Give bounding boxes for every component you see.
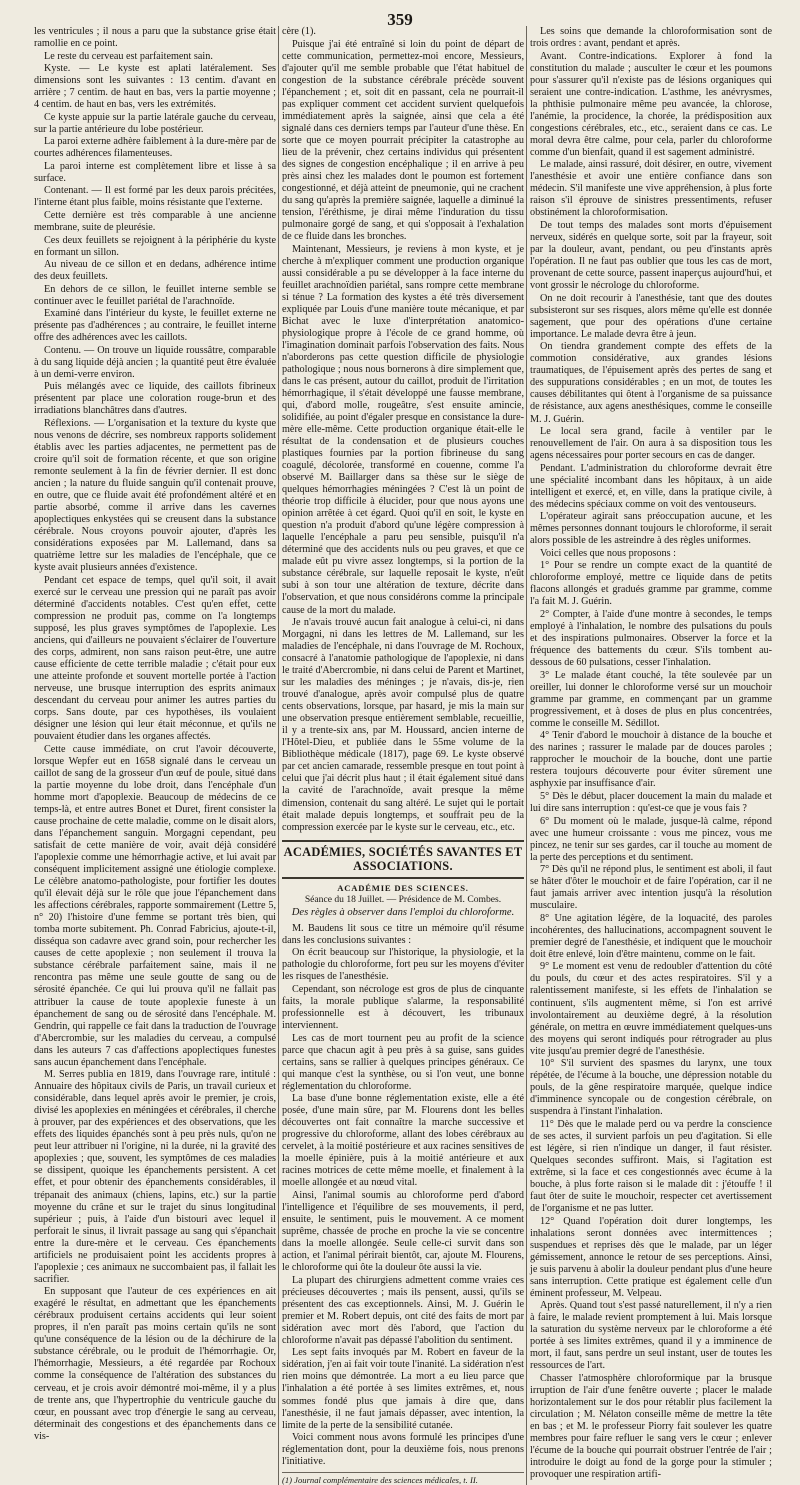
paragraph: Ce kyste appuie sur la partie latérale gauche du cerveau, sur la partie antérieure du lobe postérieur. <box>34 111 276 135</box>
article-columns <box>34 26 772 1485</box>
footnote: (1) Journal complémentaire des sciences médicales, t. II. <box>282 1472 524 1485</box>
page-number: 359 <box>387 10 413 29</box>
paragraph: Puisque j'ai été entraîné si loin du point de départ de cette communication, permettez-moi encore, Messieurs, d'ajouter qu'il me semble probable que l'état habituel de congestion de la substance cérébrale précède souvent l'épanchement ; et, soit dit en passant, cela ne pourrait-il pas expliquer comment cet accident survient quelquefois immédiatement après la saignée, ainsi que cela a été signalé dans ces derniers temps par l'auteur d'une thèse. En sorte que ce moyen pourrait précipiter la catastrophe au lieu de la prévenir, chez certains individus qui présentent des signes de congestion encéphalique ; il en arrive à peu près ainsi chez les malades dont le poumon est fortement congestionné, et déjà atteint de pneumonie, qui ne crachent du sang qu'après la première saignée, laquelle a diminué la tension, l'éréthisme, je dirai même l'induration du tissu pulmonaire gorgé de sang, et qui s'opposait à l'exhalation de ce fluide dans les bronches. <box>282 38 524 243</box>
paragraph: Contenant. — Il est formé par les deux parois précitées, l'interne étant plus faible, moins résistante que l'externe. <box>34 185 276 209</box>
paragraph: 2° Compter, à l'aide d'une montre à secondes, le temps employé à l'inhalation, le nombre des pulsations du pouls et des inspirations pulmonaires. Observer la force et la fréquence des battements du cœur. S'ils tombent au-dessous de 60 pulsations, cesser l'inhalation. <box>530 609 772 669</box>
paragraph: En dehors de ce sillon, le feuillet interne semble se continuer avec le feuillet pariétal de l'arachnoïde. <box>34 283 276 307</box>
paragraph: Pendant. L'administration du chloroforme devrait être une spécialité incombant dans les hôpitaux, à un aide intelligent et exercé, et, en ville, dans la pratique civile, à des médecins spéciaux comme on voit des ventouseurs. <box>530 462 772 510</box>
paragraph: De tout temps des malades sont morts d'épuisement nerveux, sidérés en quelque sorte, soit par la frayeur, soit par la douleur, avant, pendant, ou peu d'instants après l'opération. Il ne faut pas oublier que tous les cas de mort, provenant de cette source, passent inaperçus aujourd'hui, et vont grossir le nécrologe du chloroforme. <box>530 220 772 292</box>
paragraph: Voici comment nous avons formulé les principes d'une réglementation dont, pour la deuxième fois, nous prenons l'initiative. <box>282 1432 524 1468</box>
paragraph: Chasser l'atmosphère chloroformique par la brusque irruption de l'air d'une fenêtre ouverte ; placer le malade horizontalement sur le dos pour rétablir plus facilement la circulation ; M. Nélaton conseille même de mettre la tête en bas ; et M. le professeur Piorry fait soulever les quatre membres pour faire refluer le sang vers le cœur ; enlever l'écume de la bouche qui pourrait obstruer l'entrée de l'air ; introduire le doigt au fond de la gorge pour la stimuler ; provoquer une respiration artifi- <box>530 1372 772 1481</box>
paragraph: Cette dernière est très comparable à une ancienne membrane, suite de pleurésie. <box>34 209 276 233</box>
paragraph: Voici celles que nous proposons : <box>540 547 676 559</box>
paragraph: 6° Du moment où le malade, jusque-là calme, répond avec une humeur croissante : vous me pincez, vous me pincez, ne tenir sur ses gardes, car il touche au moment de la perte des perceptions et du sentiment. <box>530 815 772 863</box>
paragraph: Les cas de mort tournent peu au profit de la science parce que chacun agit à peu près à sa guise, sans guides certains, sans se rallier à quelques principes généraux. Ce qui manque c'est la synthèse, ou si l'on veut, une bonne réglementation du chloroforme. <box>282 1032 524 1092</box>
paragraph: Au niveau de ce sillon et en dedans, adhérence intime des deux feuillets. <box>34 259 276 283</box>
paragraph: Examiné dans l'intérieur du kyste, le feuillet externe ne présente pas d'adhérences ; au contraire, le feuillet interne offre des adhérences avec les caillots. <box>34 308 276 344</box>
paragraph: 10° S'il survient des spasmes du larynx, une toux répétée, de l'écume à la bouche, une dépression notable du pouls, de la gêne respiratoire marquée, quelque indice d'imminence syncopale ou de congestion cérébrale, on suspendra à l'instant l'inhalation. <box>530 1058 772 1118</box>
paragraph: Avant. Contre-indications. Explorer à fond la constitution du malade ; ausculter le cœur et les poumons pour s'assurer qu'il n'existe pas de lésions organiques qui seraient une contre-indication. L'asthme, les anévrysmes, la phthisie pulmonaire même peu avancée, la chlorose, l'anémie, la procidence, la chorée, la prédisposition aux congestions cérébrales, etc., etc., seraient dans ce cas. Le moral devra être calme, pour cela, parler du chloroforme comme d'un bienfait, quand il est sagement administré. <box>530 50 772 158</box>
paragraph: Le malade, ainsi rassuré, doit désirer, en outre, vivement l'anesthésie et avoir une entière confiance dans son médecin. S'il manifeste une vive appréhension, à plus forte raison s'il éprouve de sinistres pressentiments, refuser obstinément la chloroformisation. <box>530 159 772 219</box>
paragraph: Cette cause immédiate, on crut l'avoir découverte, lorsque Wepfer eut en 1658 signalé dans le cerveau un caillot de sang de la grosseur d'un œuf de poule, situé dans la partie moyenne du lobe droit, dans l'encéphale d'un homme mort d'apoplexie. Beaucoup de médecins de ce temps-là, et entre autres Bonet et Duret, firent consister la cause prochaine de cette maladie, comme on le disait alors, dans l'épanchement sanguin. Morgagni cependant, peu satisfait de cette manière de voir, avait déjà considéré l'apoplexie comme une hémorrhagie active, et lui avait par conséquent implicitement assigné une étiologie complexe. Le célèbre anatomo-pathologiste, pour fortifier les doutes qu'il élevait déjà sur le rôle que joue l'épanchement dans les affections cérébrales, rapporte sommairement (Lettre 5, n° 20) l'histoire d'une femme se portant très bien, qui tomba morte subitement. Ph. Conrad Fabricius, ajoute-t-il, disséqua son cadavre avec grand soin, pour rechercher les causes de cette apoplexie ; non seulement il trouva la substance cérébrale parfaitement saine, mais il ne rencontra pas même une seule goutte de sang ou de sérosité épanchée. Ce qui lui prouva qu'il ne fallait pas attribuer la cause de toute apoplexie funeste à un épanchement de sang ou de sérosité dans l'encéphale. M. Gendrin, qui rappelle ce fait dans la traduction de l'ouvrage d'Abercrombie, sur les maladies du cerveau, a compulsé dans les auteurs 7 cas d'affections apoplectiques funestes sans aucun épanchement dans l'encéphale. <box>34 743 276 1068</box>
paragraph: 9° Le moment est venu de redoubler d'attention du côté du pouls, du cœur et des actes respiratoires. S'il y a ralentissement manifeste, si les effets de l'inhalation se continuent, s'ils augmentent même, si l'on est arrivé involontairement au deuxième degré, à la résolution générale, on mettra en œuvre immédiatement quelques-uns des moyens qui seront indiqués pour rétrograder au plus vite jusqu'au premier degré de l'anesthésie. <box>530 961 772 1057</box>
paragraph: Cependant, son nécrologe est gros de plus de cinquante faits, la morale publique s'alarme, la responsabilité professionnelle est à découvert, les tribunaux interviennent. <box>282 983 524 1032</box>
paragraph: Je n'avais trouvé aucun fait analogue à celui-ci, ni dans Morgagni, ni dans les lettres de M. Lallemand, sur les maladies de l'encéphale, ni dans l'ouvrage de M. Rochoux, consacré à l'anatomie pathologique de l'apoplexie, ni dans le traité d'Abercrombie, ni dans celui de Parent et Martinet, sur les maladies des méninges ; je n'avais, dis-je, rien trouvé d'analogue, après avoir compulsé plus de quatre cents observations, lorsque, par hasard, je mis la main sur une observation presque entièrement semblable, recueillie, il y a trente-six ans, par M. Houssard, ancien interne de l'Hôtel-Dieu, et publiée dans le 55me volume de la Bibliothèque médicale (1817), page 69. Le kyste observé par cet ancien camarade, ressemble presque en tout point à celui que j'ai décrit plus haut ; il était également situé dans la cavité de l'arachnoïde, avait presque la même dimension, contenait du sang altéré. Le sujet qui le portait était malade depuis longtemps, et souffrait peu de la compression exercée par le kyste sur le cerveau, etc., etc. <box>282 617 524 833</box>
paragraph: M. Baudens lit sous ce titre un mémoire qu'il résume dans les conclusions suivantes : <box>282 922 524 946</box>
paragraph: Le reste du cerveau est parfaitement sain. <box>44 50 213 62</box>
paragraph: Pendant cet espace de temps, quel qu'il soit, il avait exercé sur le cerveau une pression qui ne paraît pas avoir déterminé d'accidents notables. C'est qu'en effet, cette compression ne produit pas, comme on l'a longtemps supposé, les plus graves symptômes de l'apoplexie. Les anciens, qui d'ailleurs ne pouvaient s'éclairer de l'ouverture des corps, admirent, non sans raison peut-être, une autre cause efficiente de cette terrible maladie ; c'était pour eux une atteinte profonde et souvent mortelle portée à l'action nerveuse, une brusque interruption des esprits animaux descendant du cerveau pour animer les autres parties du corps. Sans doute, par ces hypothèses, ils voulaient désigner une lésion qui leur était méconnue, et qu'ils ne pouvaient étudier dans les organes affectés. <box>34 574 276 743</box>
paragraph: Après. Quand tout s'est passé naturellement, il n'y a rien à faire, le malade revient promptement à lui. Mais lorsque la saturation du système nerveux par le chloroforme a été portée à ses limites extrêmes, quand il y a imminence de mort, il faut, sans perdre un seul instant, user de toutes les ressources de l'art. <box>530 1300 772 1372</box>
paragraph: 3° Le malade étant couché, la tête soulevée par un oreiller, lui donner le chloroforme versé sur un mouchoir gramme par gramme, en commençant par un gramme progressivement, et à doses de plus en plus concentrées, comme le conseille M. Sédillot. <box>530 669 772 729</box>
seance-line: Séance du 18 Juillet. — Présidence de M. Combes. <box>304 893 502 905</box>
paragraph: On écrit beaucoup sur l'historique, la physiologie, et la pathologie du chloroforme, fort peu sur les moyens d'éviter les risques de l'anesthésie. <box>282 947 524 983</box>
paragraph: La paroi externe adhère faiblement à la dure-mère par de courtes adhérences filamenteuses. <box>34 136 276 160</box>
paragraph: Contenu. — On trouve un liquide roussâtre, comparable à du sang liquide déjà ancien ; la quantité peut être évaluée à un demi-verre environ. <box>34 344 276 380</box>
paragraph: les ventricules ; il nous a paru que la substance grise était ramollie en ce point. <box>34 26 276 50</box>
paragraph: cère (1). <box>282 26 316 37</box>
paragraph: La paroi interne est complètement libre et lisse à sa surface. <box>34 160 276 184</box>
paragraph: Kyste. — Le kyste est aplati latéralement. Ses dimensions sont les suivantes : 13 centim. d'avant en arrière ; 7 centim. de haut en bas, vers la partie moyenne ; 4 centim. de haut en bas, vers les extrémités. <box>34 63 276 111</box>
paragraph: On ne doit recourir à l'anesthésie, tant que des doutes subsisteront sur ses risques, alors même qu'elle est donnée sagement, que pour des opérations d'une certaine importance. Le malade devra être à jeun. <box>530 292 772 340</box>
column-middle <box>282 26 524 1485</box>
paragraph: 5° Dès le début, placer doucement la main du malade et lui dire sans interruption : qu'est-ce que je vous fais ? <box>530 790 772 814</box>
paragraph: La plupart des chirurgiens admettent comme vraies ces précieuses découvertes ; mais ils pensent, aussi, qu'ils se présentent des cas exceptionnels. Ainsi, M. J. Guérin le premier et M. Robert depuis, ont cité des faits de mort par sidération avec mort dès l'abord, que l'action du chloroforme n'avait pas dépassé l'abolition du sentiment. <box>282 1274 524 1346</box>
paragraph: 8° Une agitation légère, de la loquacité, des paroles incohérentes, des hallucinations, accompagnent souvent le premier degré de l'anesthésie, et indiquent que le mouchoir doit être enlevé, loin d'être maintenu, comme on le fait. <box>530 912 772 960</box>
paragraph: 1° Pour se rendre un compte exact de la quantité de chloroforme employé, mettre ce liquide dans de petits flacons allongés et gradués gramme par gramme, comme l'a fait M. J. Guérin. <box>530 560 772 608</box>
paragraph: 7° Dès qu'il ne répond plus, le sentiment est aboli, il faut se hâter d'ôter le mouchoir et de faire l'opération, car il ne faut jamais arriver avec intention jusqu'à la résolution musculaire. <box>530 864 772 912</box>
column-left <box>34 26 276 1485</box>
paragraph: 11° Dès que le malade perd ou va perdre la conscience de ses actes, il survient parfois un peu d'agitation. Si elle est légère, si rien n'indique un danger, il faut résister. Quelques secondes suffiront. Mais, si l'agitation est extrême, si la face et ces congestionnés avec écume à la bouche, à plus forte raison si le malade dit : j'étouffe ! il faut ôter de suite le mouchoir, respecter cet avertissement de l'organisme et ne pas lutter. <box>530 1118 772 1215</box>
paragraph: Réflexions. — L'organisation et la texture du kyste que nous venons de décrire, ses nombreux rapports solidement établis avec les parties adjacentes, ne permettent pas de croire qu'il soit de formation récente, et que son origine remonte seulement à la fin de février dernier. Il est donc ancien ; la nature du fluide sanguin qu'il contenait prouve, en outre, que ce fluide avait été profondément altéré et en partie absorbé, comme il arrive dans les cavernes apoplectiques enkystées qui se creusent dans la substance cérébrale. Nous croyons pouvoir ajouter, d'après les considérations exposées par M. Lallemand, dans sa quatrième lettre sur les maladies de l'encéphale, que ce kyste avait plusieurs années d'existence. <box>34 418 276 574</box>
paragraph: M. Serres publia en 1819, dans l'ouvrage rare, intitulé : Annuaire des hôpitaux civils de Paris, un travail curieux et considérable, dans lequel après avoir le premier, je crois, divisé les apoplexies en méningées et cérébrales, il cherche à prouver, par des expériences et des observations, que les effets des liquides épanchés sont à peu près nuls, qu'on ne peut leur attribuer ni l'origine, ni la durée, ni la gravité des apoplexies ; que, souvent, les symptômes de ces maladies se dissipent, quoique les épanchements persistent. A cet effet, et pour obtenir des épanchements considérables, il trépanait des animaux (chiens, lapins, etc.) sur la partie moyenne du crâne et sur le trajet du sinus longitudinal supérieur ; puis, à l'aide d'un bistouri avec lequel il perforait le sinus, il livrait passage au sang qui s'épanchait entre la dure-mère et le cerveau. Ces épanchements artificiels ne produisaient point les accidents propres à l'apoplexie ; ces animaux ne succombaient pas, il fallait les sacrifier. <box>34 1069 276 1285</box>
paragraph: 12° Quand l'opération doit durer longtemps, les inhalations seront données avec intermittences ; suspendues et reprises dès que le malade, par un léger gémissement, annonce le retour de ses perceptions. Ainsi, je suis parvenu à abolir la douleur pendant plus d'une heure sans interruption. Cette pratique est également celle d'un éminent professeur, M. Velpeau. <box>530 1215 772 1299</box>
paragraph: Puis mélangés avec ce liquide, des caillots fibrineux présentent par place une coloration rouge-brun et des irradiations blanchâtres dans d'autres. <box>34 381 276 417</box>
paragraph: En supposant que l'auteur de ces expériences en ait exagéré le résultat, en admettant que les épanchements cérébraux produisent certains accidents qui leur soient propres, il n'en paraît pas moins certain qu'ils ne sont qu'une conséquence de la lésion ou de la déchirure de la substance cérébrale, ou le produit de l'hémorrhagie. Or, l'hémorrhagie, Messieurs, a été regardée par Rochoux comme la conséquence de l'altération des substances du cerveau, et je crois avoir démontré moi-même, il y a plus de trente ans, que l'hypertrophie du ventricule gauche du cœur, en poussant avec trop d'énergie le sang au cerveau, déterminait des congestions et des épanchements dans ce vis- <box>34 1286 276 1442</box>
paragraph: Le local sera grand, facile à ventiler par le renouvellement de l'air. On aura à sa disposition tous les agens nécessaires pour porter secours en cas de danger. <box>530 426 772 462</box>
article-title: Des règles à observer dans l'emploi du chloroforme. <box>291 907 515 919</box>
section-subhead: ACADÉMIE DES SCIENCES. <box>337 882 469 893</box>
paragraph: Les soins que demande la chloroformisation sont de trois ordres : avant, pendant et après. <box>530 26 772 50</box>
section-title: ACADÉMIES, SOCIÉTÉS SAVANTES ET ASSOCIATIONS. <box>282 840 524 879</box>
paragraph: Les sept faits invoqués par M. Robert en faveur de la sidération, j'en ai fait voir toute l'inanité. La sidération n'est rien moins que démontrée. La mort a eu lieu parce que l'inhalation a été portée à ses limites extrêmes, et, nous sommes fondé plus que jamais à dire que, dans l'anesthésie, il ne faut jamais dépasser, avec intention, la limite de la perte de la sensibilité cutanée. <box>282 1347 524 1431</box>
paragraph: L'opérateur agirait sans préoccupation aucune, et les mêmes personnes donnant toujours le chloroforme, il serait alors possible de les astreindre à des règles uniformes. <box>530 511 772 547</box>
paragraph: Ces deux feuillets se rejoignent à la périphérie du kyste en formant un sillon. <box>34 234 276 258</box>
paragraph: 4° Tenir d'abord le mouchoir à distance de la bouche et des narines ; rassurer le malade par de douces paroles ; rapprocher le mouchoir de la bouche, dont une partie restera toujours découverte pour éviter sûrement une asphyxie par insuffisance d'air. <box>530 730 772 790</box>
paragraph: Maintenant, Messieurs, je reviens à mon kyste, et je cherche à m'expliquer comment une production organique aussi considérable a pu se développer à la face interne du feuillet arachnoïdien pariétal, sans rompre cette membrane si ténue ? La formation des kystes a été très diversement expliquée par Louis d'une manière toute mécanique, et par Bichat avec le luxe d'interprétation anatomico-physiologique propre à l'école de ce grand homme, où l'imagination dominait parfois l'observation des faits. Nous n'aborderons pas cette question difficile de physiologie pathologique ; nous nous bornerons à dire simplement que, dans le cas présent, autour du caillot, produit de l'irritation hémorrhagique, il s'était développé une fausse membrane, qui, d'abord molle, rougeâtre, s'est ensuite amincie, solidifiée, au point d'égaler presque en consistance la dure-mère elle-même. Cette production organique était-elle le résultat de la condensation et de plusieurs couches plastiques fournies par la portion fibrineuse du sang coagulé, décolorée, transformé en couenne, comme l'a observé M. Baillarger dans sa thèse sur le siège de quelques hémorrhagies méningées ? C'est là un point de théorie trop difficile à élucider, pour que nous ayons une opinion arrêtée à cet égard. Quoi qu'il en soit, le kyste en question n'a produit d'abord qu'une légère compression à laquelle l'encéphale a paru peu sensible, puisqu'il n'a déterminé que des accidents nuls ou peu graves, et que ce malade eût pu vivre assez longtemps, si la portion de la substance cérébrale, sur laquelle reposait le kyste, n'eût subi à son tour une altération de texture, décrite dans l'observation, et que nous considérons comme la principale cause de la mort du malade. <box>282 243 524 616</box>
paragraph: Ainsi, l'animal soumis au chloroforme perd d'abord l'intelligence et l'équilibre de ses mouvements, il perd, ensuite, le sentiment, puis le mouvement. A ce moment suprême, chassée de proche en proche la vie se concentre dans la moelle allongée. Seule celle-ci survit dans son action, et l'animal périrait bientôt, car, ajoute M. Flourens, le chloroforme qui ôte la douleur ôte aussi la vie. <box>282 1189 524 1274</box>
paragraph: La base d'une bonne réglementation existe, elle a été posée, d'une main sûre, par M. Flourens dont les belles découvertes ont fait connaître la marche successive et progressive du chloroforme, allant des lobes cérébraux au cervelet, à la moitié postérieure et aux racines sensitives de la moelle épinière, puis à la moitié antérieure et aux racines motrices de cette même moelle, et finalement à la moelle allongée et au nœud vital. <box>282 1093 524 1189</box>
column-right <box>530 26 772 1485</box>
paragraph: On tiendra grandement compte des effets de la commotion considérative, aux grandes lésions traumatiques, de l'épuisement après des pertes de sang et des suppurations considérables ; en un mot, de toutes les causes débilitantes qui ôtent à l'organisme de sa puissance de résistance, aux agens anesthésiques, comme le conseille M. J. Guérin. <box>530 341 772 425</box>
